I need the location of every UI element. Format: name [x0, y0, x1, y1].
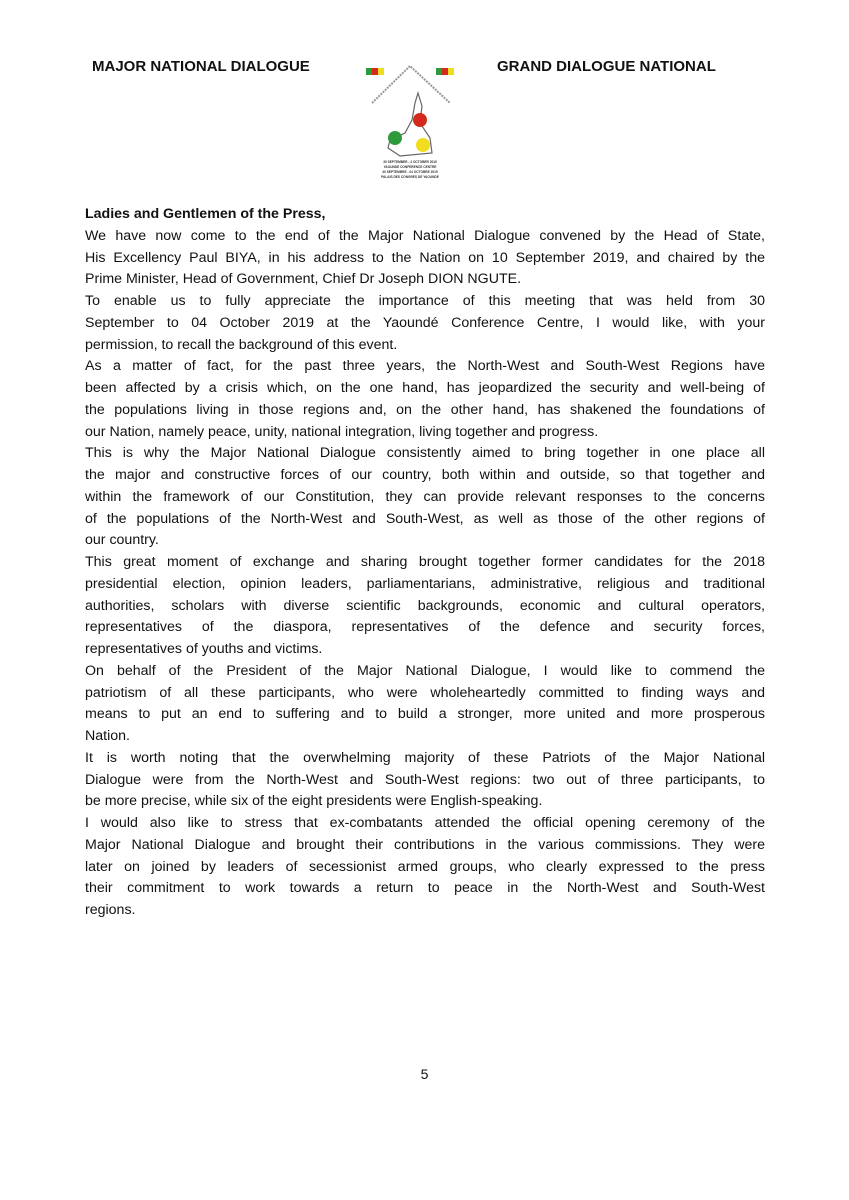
paragraph-line: September to 04 October 2019 at the Yaoundé Conference Centre, I would like, with your: [85, 314, 765, 331]
paragraph-line: This is why the Major National Dialogue consistently aimed to bring together in one place all: [85, 445, 765, 462]
green-circle-icon: [388, 131, 402, 145]
paragraph-line: representatives of the diaspora, representatives of the defence and security forces,: [85, 619, 765, 636]
header-left-title: MAJOR NATIONAL DIALOGUE: [92, 58, 310, 75]
paragraph-line: On behalf of the President of the Major National Dialogue, I would like to commend the: [85, 662, 765, 679]
paragraph-line: been affected by a crisis which, on the one hand, has jeopardized the security and well-being of: [85, 380, 765, 396]
paragraph-line: our country.: [85, 532, 159, 549]
paragraph-line: authorities, scholars with diverse scientific backgrounds, economic and cultural operators,: [85, 597, 765, 614]
paragraph-line: His Excellency Paul BIYA, in his address to the Nation on 10 September 2019, and chaired by the: [85, 249, 765, 266]
paragraph-line: To enable us to fully appreciate the importance of this meeting that was held from 30: [85, 293, 765, 309]
paragraph-line: Major National Dialogue and brought their contributions in the various commissions. They were: [85, 836, 765, 853]
paragraph-line: I would also like to stress that ex-combatants attended the official opening ceremony of the: [85, 815, 765, 831]
logo-text-2: YAOUNDE CONFERENCE CENTRE: [383, 165, 437, 169]
paragraph-line: the populations living in those regions and, on the other hand, has shakened the foundations of: [85, 401, 765, 418]
flag-left-icon: [366, 68, 384, 75]
document-body: [85, 204, 765, 922]
paragraph-line: within the framework of our Constitution, they can provide relevant responses to the concerns: [85, 488, 765, 505]
paragraph-line: Prime Minister, Head of Government, Chief Dr Joseph DION NGUTE.: [85, 271, 522, 288]
salutation: Ladies and Gentlemen of the Press,: [85, 206, 326, 222]
paragraph-line: regions.: [85, 902, 136, 918]
paragraph-line: presidential election, opinion leaders, parliamentarians, administrative, religious and traditional: [85, 575, 765, 592]
paragraph-line: Nation.: [85, 728, 130, 744]
paragraph-line: This great moment of exchange and sharing brought together former candidates for the 2018: [85, 554, 765, 570]
yellow-circle-icon: [416, 138, 430, 152]
logo-text-3: 30 SEPTEMBRE - 04 OCTOBRE 2019: [382, 170, 438, 174]
dialogue-logo: [360, 48, 460, 188]
logo-text-1: 30 SEPTEMBER - 4 OCTOBER 2019: [383, 160, 437, 164]
paragraph-line: their commitment to work towards a return to peace in the North-West and South-West: [85, 880, 765, 897]
page-number: 5: [420, 1066, 429, 1082]
paragraph-line: means to put an end to suffering and to build a stronger, more united and more prosperous: [85, 706, 765, 723]
logo-text-4: PALAIS DES CONGRES DE YAOUNDE: [381, 175, 439, 179]
paragraph-line: our Nation, namely peace, unity, national integration, living together and progress.: [85, 423, 599, 440]
paragraph-line: of the populations of the North-West and South-West, as well as those of the other regions of: [85, 510, 765, 527]
paragraph-line: later on joined by leaders of secessionist armed groups, who clearly expressed to the press: [85, 858, 765, 875]
red-circle-icon: [413, 113, 427, 127]
paragraph-line: the major and constructive forces of our country, both within and outside, so that together and: [85, 467, 765, 483]
paragraph-line: representatives of youths and victims.: [85, 641, 323, 657]
flag-right-icon: [436, 68, 454, 75]
paragraph-line: patriotism of all these participants, who were wholeheartedly committed to finding ways and: [85, 684, 765, 701]
paragraph-line: permission, to recall the background of this event.: [85, 336, 398, 353]
paragraph-line: It is worth noting that the overwhelming majority of these Patriots of the Major National: [85, 749, 765, 766]
paragraph-line: Dialogue were from the North-West and South-West regions: two out of three participants, to: [85, 771, 765, 788]
paragraph-line: As a matter of fact, for the past three years, the North-West and South-West Regions have: [85, 358, 765, 375]
header-right-title: GRAND DIALOGUE NATIONAL: [497, 58, 716, 75]
paragraph-line: be more precise, while six of the eight presidents were English-speaking.: [85, 793, 543, 810]
paragraph-line: We have now come to the end of the Major National Dialogue convened by the Head of State,: [85, 227, 765, 244]
